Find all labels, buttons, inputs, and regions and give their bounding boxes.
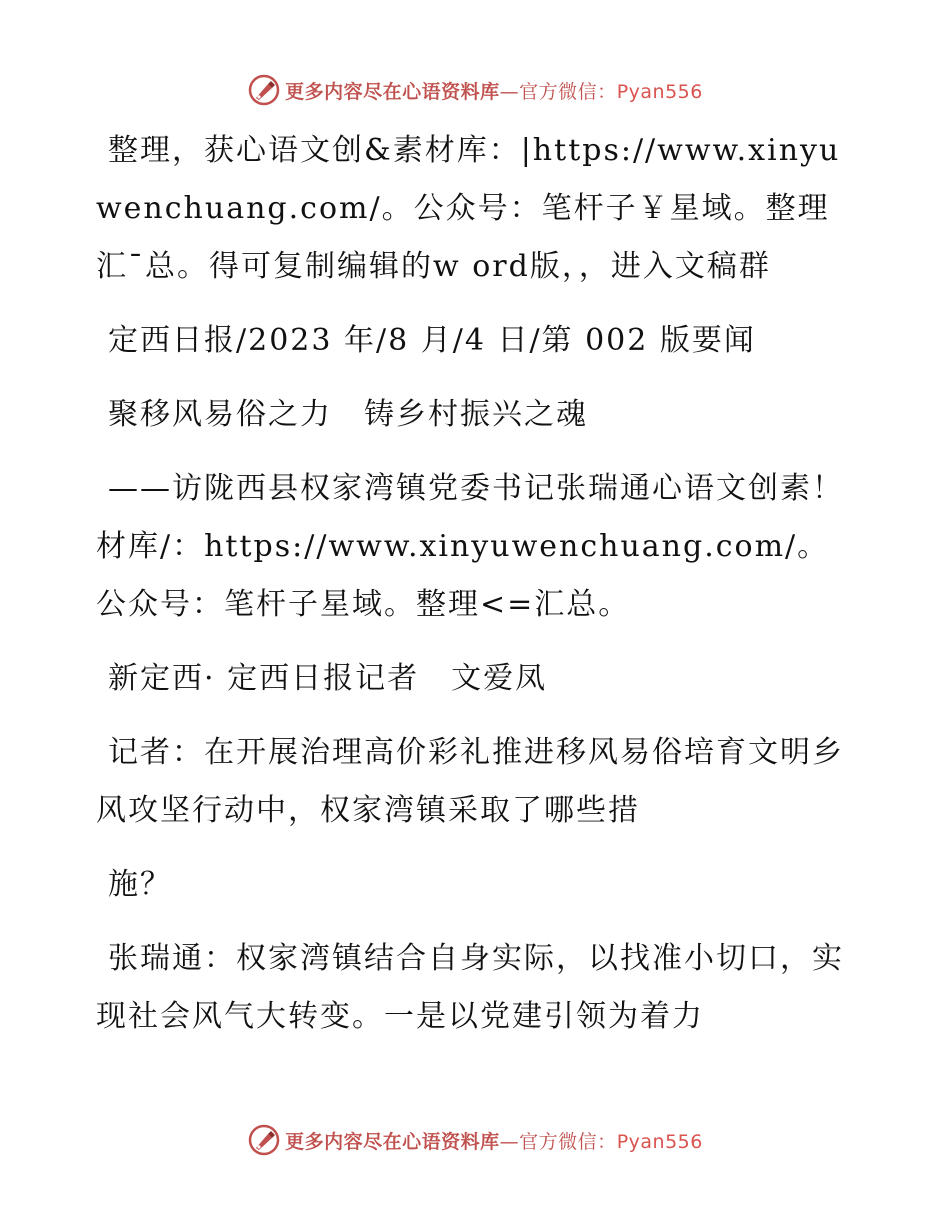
- document-body: [96, 122, 856, 1062]
- paragraph-source-note: 整理，获心语文创&素材库：|https://www.xinyuwenchuang.com/。公众号：笔杆子￥星域。整理汇¯总。得可复制编辑的w ord版，，进入文稿群: [96, 133, 841, 284]
- footer-banner: [0, 1120, 950, 1160]
- paragraph-publication-line: 定西日报/2023 年/8 月/4 日/第 002 版要闻: [108, 323, 756, 358]
- banner-text: 更多内容尽在心语资料库—官方微信：Pyan556: [285, 80, 703, 103]
- pen-nib-logo-icon: [247, 73, 281, 107]
- banner-text: 更多内容尽在心语资料库—官方微信：Pyan556: [285, 1130, 703, 1153]
- paragraph-answer: 张瑞通：权家湾镇结合自身实际，以找准小切口，实现社会风气大转变。一是以党建引领为着力: [96, 941, 844, 1034]
- article-title: 聚移风易俗之力 铸乡村振兴之魂: [108, 397, 588, 432]
- header-banner: [0, 70, 950, 110]
- article-byline: 新定西· 定西日报记者 文爱凤: [108, 661, 548, 696]
- article-subtitle: ——访陇西县权家湾镇党委书记张瑞通心语文创素！材库/：https://www.xinyuwenchuang.com/。公众号：笔杆子星域。整理<=汇总。: [96, 471, 844, 622]
- pen-nib-logo-icon: [247, 1123, 281, 1157]
- paragraph-question-end: 施？: [108, 867, 172, 902]
- paragraph-question: 记者：在开展治理高价彩礼推进移风易俗培育文明乡风攻坚行动中，权家湾镇采取了哪些措: [96, 735, 844, 828]
